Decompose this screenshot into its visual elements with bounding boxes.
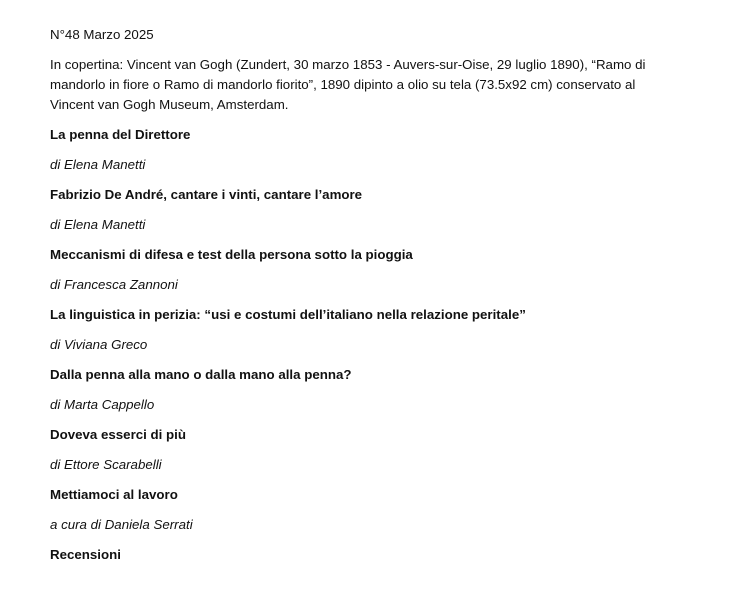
article-title: Recensioni (50, 547, 121, 562)
article-author: di Francesca Zannoni (50, 277, 178, 292)
article-title: Mettiamoci al lavoro (50, 487, 178, 502)
table-of-contents (50, 125, 690, 565)
cover-line: mandorlo in fiore o Ramo di mandorlo fiorito”, 1890 dipinto a olio su tela (73.5x92 cm) conservato al (50, 77, 636, 92)
toc-entry (50, 125, 690, 175)
toc-entry (50, 245, 690, 295)
toc-entry (50, 185, 690, 235)
document-page (50, 25, 690, 575)
toc-entry (50, 425, 690, 475)
article-title: Dalla penna alla mano o dalla mano alla penna? (50, 367, 352, 382)
article-author: di Elena Manetti (50, 157, 146, 172)
article-title: Meccanismi di difesa e test della persona sotto la pioggia (50, 247, 413, 262)
article-author: di Marta Cappello (50, 397, 155, 412)
article-title: Fabrizio De André, cantare i vinti, cantare l’amore (50, 187, 363, 202)
article-author: di Viviana Greco (50, 337, 148, 352)
article-title: Doveva esserci di più (50, 427, 186, 442)
toc-entry (50, 305, 690, 355)
toc-entry (50, 485, 690, 535)
issue-heading: N°48 Marzo 2025 (50, 27, 154, 42)
cover-line: In copertina: Vincent van Gogh (Zundert, 30 marzo 1853 - Auvers-sur-Oise, 29 luglio 1890), “Ramo di (50, 57, 646, 72)
cover-line: Vincent van Gogh Museum, Amsterdam. (50, 97, 289, 112)
toc-entry (50, 365, 690, 415)
article-title: La penna del Direttore (50, 127, 191, 142)
article-title: La linguistica in perizia: “usi e costumi dell’italiano nella relazione peritale” (50, 307, 526, 322)
article-author: di Ettore Scarabelli (50, 457, 162, 472)
article-author: a cura di Daniela Serrati (50, 517, 193, 532)
cover-description (50, 55, 690, 115)
toc-entry (50, 545, 690, 565)
article-author: di Elena Manetti (50, 217, 146, 232)
